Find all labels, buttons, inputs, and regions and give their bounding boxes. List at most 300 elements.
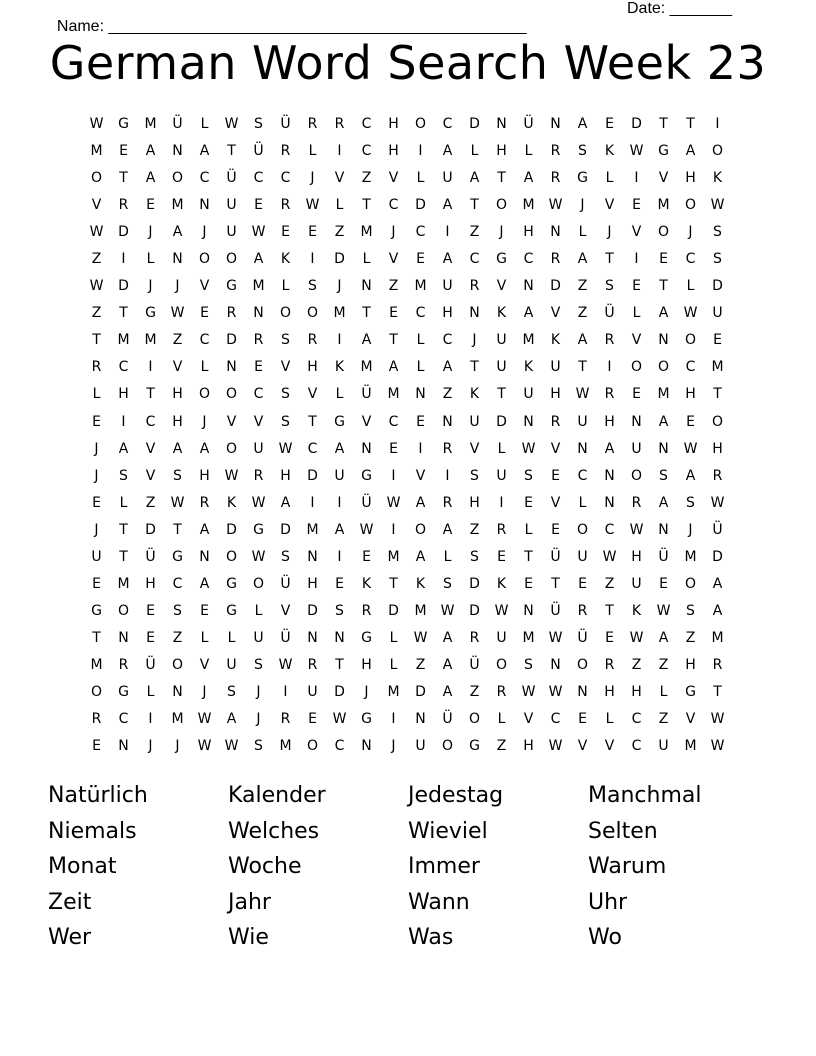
grid-letter: O (90, 170, 103, 187)
grid-letter: Ü (280, 629, 291, 646)
grid-letter: G (172, 548, 183, 565)
grid-letter: N (658, 440, 669, 457)
grid-letter: O (657, 359, 670, 376)
grid-letter: J (688, 224, 693, 241)
grid-letter: G (145, 305, 156, 322)
grid-letter: C (253, 386, 264, 403)
grid-letter: O (171, 170, 184, 187)
grid-letter: O (306, 305, 319, 322)
grid-letter: R (334, 116, 345, 132)
grid-letter: N (253, 305, 264, 322)
grid-letter: E (92, 575, 101, 592)
grid-letter: E (308, 711, 317, 728)
grid-letter: C (199, 170, 210, 187)
grid-letter: R (550, 143, 561, 160)
grid-letter: L (605, 170, 614, 187)
grid-letter: J (148, 278, 153, 295)
grid-letter: W (548, 738, 563, 755)
grid-letter: S (254, 738, 263, 755)
grid-letter: H (469, 494, 480, 511)
word-list-item: Immer (408, 854, 480, 879)
grid-letter: M (306, 521, 319, 538)
grid-letter: S (281, 386, 290, 403)
grid-letter: R (469, 629, 480, 646)
grid-letter: D (415, 197, 426, 214)
grid-letter: I (445, 467, 450, 484)
grid-letter: E (551, 467, 560, 484)
grid-letter: W (197, 738, 212, 755)
page-title: German Word Search Week 23 (49, 36, 767, 90)
grid-letter: N (550, 224, 561, 241)
grid-letter: A (415, 494, 426, 511)
grid-letter: J (499, 224, 504, 241)
word-list-item: Manchmal (588, 783, 702, 808)
grid-letter: R (307, 116, 318, 132)
grid-letter: C (388, 413, 399, 430)
grid-letter: C (253, 170, 264, 187)
grid-letter: U (577, 548, 588, 565)
grid-letter: A (604, 440, 615, 457)
grid-letter: V (685, 711, 696, 728)
grid-letter: I (337, 332, 342, 349)
grid-letter: J (94, 467, 99, 484)
grid-letter: W (278, 440, 293, 457)
grid-letter: O (225, 548, 238, 565)
grid-letter: H (388, 143, 399, 160)
grid-letter: D (712, 548, 723, 565)
grid-letter: S (686, 494, 695, 511)
grid-letter: W (683, 440, 698, 457)
grid-letter: H (631, 548, 642, 565)
grid-letter: E (551, 521, 560, 538)
grid-letter: J (256, 683, 261, 700)
grid-letter: L (578, 224, 587, 241)
grid-letter: Z (469, 683, 480, 700)
grid-letter: Z (91, 251, 102, 268)
grid-letter: W (548, 683, 563, 700)
grid-letter: A (172, 440, 183, 457)
grid-letter: W (278, 656, 293, 673)
grid-letter: Ü (550, 548, 561, 565)
grid-letter: S (578, 143, 587, 160)
grid-letter: T (227, 143, 236, 160)
grid-letter: S (281, 413, 290, 430)
grid-letter: U (334, 467, 345, 484)
grid-letter: O (711, 413, 724, 430)
grid-letter: S (308, 278, 317, 295)
grid-letter: M (171, 197, 184, 214)
grid-letter: E (146, 197, 155, 214)
grid-letter: Ü (280, 575, 291, 592)
grid-letter: M (252, 278, 265, 295)
grid-letter: E (524, 494, 533, 511)
grid-letter: Ü (658, 548, 669, 565)
grid-letter: K (604, 143, 615, 160)
grid-letter: O (495, 197, 508, 214)
grid-letter: S (524, 467, 533, 484)
grid-letter: T (659, 116, 668, 132)
grid-letter: Ü (550, 602, 561, 619)
grid-letter: N (307, 629, 318, 646)
grid-letter: W (251, 224, 266, 241)
grid-letter: Ü (226, 170, 237, 187)
grid-letter: E (92, 738, 101, 755)
grid-letter: A (658, 305, 669, 322)
grid-letter: D (280, 521, 291, 538)
grid-letter: Z (469, 224, 480, 241)
grid-letter: C (577, 467, 588, 484)
grid-letter: H (604, 683, 615, 700)
grid-letter: O (576, 521, 589, 538)
grid-letter: V (604, 738, 615, 755)
grid-letter: A (145, 170, 156, 187)
grid-letter: D (307, 467, 318, 484)
grid-letter: R (442, 494, 453, 511)
grid-letter: V (550, 305, 561, 322)
grid-letter: E (362, 548, 371, 565)
grid-letter: E (416, 413, 425, 430)
grid-letter: I (391, 711, 396, 728)
grid-letter: K (550, 332, 561, 349)
grid-letter: K (496, 305, 507, 322)
grid-letter: C (604, 521, 615, 538)
grid-letter: A (145, 143, 156, 160)
grid-letter: Z (577, 305, 588, 322)
grid-letter: D (631, 116, 642, 132)
grid-letter: M (90, 143, 103, 160)
grid-letter: W (710, 711, 725, 728)
grid-letter: O (441, 738, 454, 755)
grid-letter: R (496, 521, 507, 538)
grid-letter: A (712, 602, 723, 619)
grid-letter: U (496, 629, 507, 646)
grid-letter: W (386, 494, 401, 511)
grid-letter: J (148, 224, 153, 241)
grid-letter: D (712, 278, 723, 295)
grid-letter: A (577, 332, 588, 349)
grid-letter: S (443, 575, 452, 592)
grid-letter: A (442, 359, 453, 376)
grid-letter: E (659, 251, 668, 268)
word-list-item: Kalender (228, 783, 326, 808)
grid-letter: A (442, 143, 453, 160)
grid-letter: T (497, 170, 506, 187)
grid-letter: V (145, 467, 156, 484)
grid-letter: N (415, 386, 426, 403)
letter-grid (83, 111, 731, 760)
grid-letter: W (629, 521, 644, 538)
grid-letter: V (631, 332, 642, 349)
grid-letter: A (226, 711, 237, 728)
grid-letter: J (391, 224, 396, 241)
grid-letter: O (576, 656, 589, 673)
grid-letter: L (524, 143, 533, 160)
grid-letter: O (684, 332, 697, 349)
grid-letter: T (659, 278, 668, 295)
grid-letter: R (550, 251, 561, 268)
grid-letter: W (602, 548, 617, 565)
grid-letter: G (226, 575, 237, 592)
grid-letter: M (684, 738, 697, 755)
grid-letter: S (254, 116, 263, 132)
grid-letter: E (659, 575, 668, 592)
grid-letter: I (418, 143, 423, 160)
grid-letter: S (524, 656, 533, 673)
grid-letter: E (335, 575, 344, 592)
grid-letter: Ü (280, 116, 291, 132)
grid-letter: M (387, 683, 400, 700)
grid-letter: T (146, 386, 155, 403)
grid-letter: T (362, 197, 371, 214)
grid-letter: E (713, 332, 722, 349)
grid-letter: S (281, 332, 290, 349)
grid-letter: O (414, 521, 427, 538)
grid-letter: E (686, 413, 695, 430)
grid-letter: C (415, 305, 426, 322)
grid-letter: G (658, 143, 669, 160)
grid-letter: R (280, 143, 291, 160)
grid-letter: L (416, 359, 425, 376)
grid-letter: R (91, 359, 102, 376)
grid-letter: T (713, 683, 722, 700)
grid-letter: U (253, 440, 264, 457)
grid-letter: K (631, 602, 642, 619)
grid-letter: N (118, 738, 129, 755)
grid-letter: S (173, 602, 182, 619)
grid-letter: O (198, 386, 211, 403)
grid-letter: S (686, 602, 695, 619)
grid-letter: S (470, 467, 479, 484)
grid-letter: A (577, 251, 588, 268)
grid-letter: N (631, 413, 642, 430)
grid-letter: V (280, 359, 291, 376)
grid-letter: A (658, 413, 669, 430)
word-list-item: Was (408, 925, 454, 950)
grid-letter: A (199, 143, 210, 160)
grid-letter: M (711, 359, 724, 376)
grid-letter: Ü (604, 305, 615, 322)
grid-letter: H (685, 386, 696, 403)
grid-letter: M (684, 548, 697, 565)
grid-letter: Z (361, 170, 372, 187)
grid-letter: L (119, 494, 128, 511)
grid-letter: D (334, 251, 345, 268)
grid-letter: J (580, 197, 585, 214)
grid-letter: C (550, 711, 561, 728)
grid-letter: H (307, 359, 318, 376)
grid-letter: V (415, 467, 426, 484)
grid-letter: T (173, 521, 182, 538)
grid-letter: T (686, 116, 695, 132)
grid-letter: I (121, 251, 126, 268)
grid-letter: E (632, 278, 641, 295)
grid-letter: Ü (577, 629, 588, 646)
grid-letter: H (631, 683, 642, 700)
grid-letter: M (360, 359, 373, 376)
grid-letter: A (199, 521, 210, 538)
grid-letter: T (470, 197, 479, 214)
grid-letter: A (361, 332, 372, 349)
grid-letter: W (251, 548, 266, 565)
grid-letter: R (253, 467, 264, 484)
grid-letter: Z (685, 629, 696, 646)
grid-letter: A (172, 224, 183, 241)
grid-letter: Ü (442, 711, 453, 728)
grid-letter: T (524, 548, 533, 565)
grid-letter: E (524, 575, 533, 592)
word-list-item: Wann (408, 889, 470, 915)
grid-letter: M (522, 332, 535, 349)
grid-letter: R (199, 494, 210, 511)
grid-letter: N (577, 683, 588, 700)
grid-letter: I (310, 494, 315, 511)
grid-letter: N (172, 143, 183, 160)
grid-letter: G (361, 467, 372, 484)
grid-letter: Ü (469, 656, 480, 673)
word-list-item: Niemals (48, 818, 137, 844)
word-list-item: Jedestag (408, 783, 504, 808)
grid-letter: J (148, 738, 153, 755)
grid-letter: A (523, 305, 534, 322)
grid-letter: V (577, 738, 588, 755)
grid-letter: K (523, 359, 534, 376)
grid-letter: N (523, 602, 534, 619)
grid-letter: K (280, 251, 291, 268)
grid-letter: M (117, 575, 130, 592)
grid-letter: C (145, 413, 156, 430)
grid-letter: N (442, 413, 453, 430)
header (48, 0, 748, 35)
grid-letter: R (712, 467, 723, 484)
grid-letter: G (469, 738, 480, 755)
grid-letter: J (175, 278, 180, 295)
grid-letter: V (145, 440, 156, 457)
grid-letter: R (361, 602, 372, 619)
grid-letter: W (89, 116, 104, 132)
grid-letter: N (118, 629, 129, 646)
grid-letter: D (334, 683, 345, 700)
grid-letter: T (470, 359, 479, 376)
grid-letter: R (226, 305, 237, 322)
grid-letter: D (226, 521, 237, 538)
grid-letter: E (389, 305, 398, 322)
grid-letter: T (335, 656, 344, 673)
grid-letter: C (334, 738, 345, 755)
grid-letter: U (415, 738, 426, 755)
grid-letter: N (469, 305, 480, 322)
grid-letter: H (523, 224, 534, 241)
grid-letter: J (202, 224, 207, 241)
grid-letter: I (148, 359, 153, 376)
grid-letter: O (711, 143, 724, 160)
grid-letter: O (225, 386, 238, 403)
grid-letter: I (121, 413, 126, 430)
grid-letter: D (469, 116, 480, 132)
word-list-item: Zeit (48, 889, 92, 915)
grid-letter: N (361, 738, 372, 755)
word-list-item: Natürlich (48, 783, 148, 808)
grid-letter: O (306, 738, 319, 755)
grid-letter: I (499, 494, 504, 511)
grid-letter: C (361, 116, 372, 132)
grid-letter: R (280, 711, 291, 728)
grid-letter: V (550, 494, 561, 511)
grid-letter: V (388, 170, 399, 187)
grid-letter: T (605, 251, 614, 268)
grid-letter: V (631, 224, 642, 241)
grid-letter: A (577, 116, 588, 132)
grid-letter: O (630, 359, 643, 376)
grid-letter: L (497, 711, 506, 728)
grid-letter: U (91, 548, 102, 565)
grid-letter: A (415, 548, 426, 565)
grid-letter: W (332, 711, 347, 728)
grid-letter: D (145, 521, 156, 538)
grid-letter: S (713, 224, 722, 241)
grid-letter: Z (334, 224, 345, 241)
grid-letter: N (415, 711, 426, 728)
grid-letter: C (280, 170, 291, 187)
grid-letter: L (200, 629, 209, 646)
grid-letter: O (630, 467, 643, 484)
grid-letter: D (550, 278, 561, 295)
grid-letter: A (685, 467, 696, 484)
grid-letter: E (119, 143, 128, 160)
grid-letter: N (658, 521, 669, 538)
grid-letter: T (578, 359, 587, 376)
grid-letter: A (469, 170, 480, 187)
grid-letter: Z (91, 305, 102, 322)
grid-letter: A (334, 440, 345, 457)
grid-letter: K (496, 575, 507, 592)
grid-letter: U (442, 278, 453, 295)
grid-letter: N (334, 629, 345, 646)
grid-letter: U (496, 359, 507, 376)
grid-letter: V (550, 440, 561, 457)
grid-letter: W (170, 305, 185, 322)
grid-letter: H (172, 386, 183, 403)
grid-letter: H (307, 575, 318, 592)
grid-letter: N (550, 656, 561, 673)
word-list-item: Wo (588, 925, 622, 950)
grid-letter: A (388, 359, 399, 376)
grid-letter: H (685, 656, 696, 673)
grid-letter: L (416, 170, 425, 187)
grid-letter: W (548, 629, 563, 646)
grid-letter: R (631, 494, 642, 511)
grid-letter: O (684, 197, 697, 214)
grid-letter: I (337, 494, 342, 511)
grid-letter: D (469, 575, 480, 592)
grid-letter: J (94, 440, 99, 457)
grid-letter: A (118, 440, 129, 457)
grid-letter: U (307, 683, 318, 700)
grid-letter: E (92, 494, 101, 511)
word-list-item: Monat (48, 854, 117, 879)
grid-letter: V (469, 440, 480, 457)
grid-letter: A (442, 521, 453, 538)
grid-letter: T (92, 629, 101, 646)
grid-letter: C (361, 143, 372, 160)
grid-letter: A (280, 494, 291, 511)
grid-letter: K (361, 575, 372, 592)
grid-letter: L (92, 386, 101, 403)
grid-letter: N (199, 548, 210, 565)
grid-letter: U (226, 197, 237, 214)
grid-letter: T (713, 386, 722, 403)
grid-letter: Ü (253, 143, 264, 160)
grid-letter: J (202, 413, 207, 430)
